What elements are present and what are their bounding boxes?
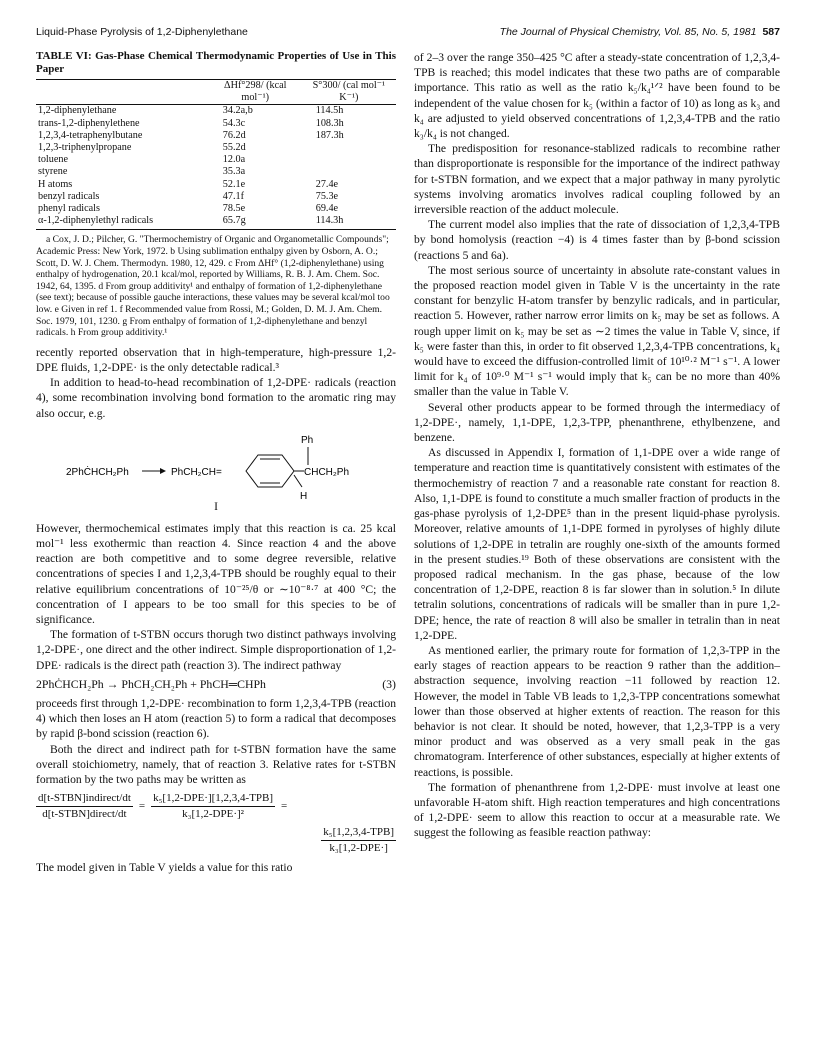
table-cell-entropy <box>302 154 396 166</box>
paragraph: The most serious source of uncertainty in absolute rate-constant values in the proposed reaction model given in Table V is the uncertainty in the rate constant for benzylic H-atom transfer by benzylic radicals, and in particular, reaction 5. However, rather narrow error limits on k₅ may be set as follows. A rough upper limit on k₅ may be set as ∼2 times the value in Table V, since, if k₅ were faster than this, in order to fit observed 1,2,3,4-TPB concentrations, k₄ would have to exceed the diffusion-controlled limit of 10¹⁰·² M⁻¹ s⁻¹. A lower limit for k₄ of 10⁹·⁰ M⁻¹ s⁻¹ would imply that k₅ can be no more than 40% smaller than the value in Table V. <box>414 263 780 399</box>
table-cell-compound: toluene <box>38 154 68 166</box>
paragraph: Both the direct and indirect path for t-STBN formation have the same overall stoichiometry, namely, that of reaction 3. Relative rates for t-STBN formation by the two paths may be written as <box>36 742 396 787</box>
paragraph: The current model also implies that the rate of dissociation of 1,2,3,4-TPB by bond homolysis (reaction −4) is 4 times faster than by β-bond scission (reactions 5 and 6a). <box>414 218 780 262</box>
table-row <box>36 118 396 130</box>
fraction-denominator: k₃[1,2-DPE·]² <box>182 808 244 821</box>
table-cell-compound: benzyl radicals <box>38 190 100 202</box>
thermo-table <box>36 79 396 230</box>
table-cell-entropy <box>302 142 396 154</box>
paragraph: of 2–3 over the range 350–425 °C after a steady-state concentration of 1,2,3,4-TPB is reached; this model indicates that these two paths are of comparable importance. This ratio as well as the ratio k₅/k₄¹ᐟ² have been found to be independent of the value chosen for k₅ (within a factor of 10) as long as k₃ and k₄ are adjusted to yield observed concentrations of 1,2,3,4-TPB and the ratio k₃/k₄ is not changed. <box>414 51 780 141</box>
table-cell-entropy: 114.3h <box>302 215 396 230</box>
equation-text: 2PhĊHCH₂Ph → PhCH₂CH₂Ph + PhCH═CHPh <box>36 676 266 691</box>
fraction-rhs <box>321 825 396 856</box>
table-row <box>36 203 396 215</box>
fraction-numerator: k₅[1,2-DPE·][1,2,3,4-TPB] <box>151 791 275 807</box>
table-cell-enthalpy: 65.7g <box>209 215 302 230</box>
table-row <box>36 166 396 178</box>
fraction-numerator: d[t-STBN]indirect/dt <box>36 791 133 807</box>
page-number: 587 <box>762 26 780 38</box>
table-caption <box>36 50 396 76</box>
table-footnotes <box>36 234 396 338</box>
table-row <box>36 215 396 230</box>
table-cell-enthalpy: 12.0a <box>222 154 246 166</box>
table-row <box>36 191 396 203</box>
running-header-title: Liquid-Phase Pyrolysis of 1,2-Diphenylethane <box>36 26 248 38</box>
table-header-compound <box>36 80 209 105</box>
fraction-numerator: k₅[1,2,3,4-TPB] <box>321 825 396 841</box>
structure-mid: PhCH₂CH= <box>171 466 222 478</box>
paragraph: The formation of phenanthrene from 1,2-DPE· must involve at least one unfavorable H-atom shift. High reaction temperatures and high concentrations of 1,2-DPE· seem to allow this reaction to occur at a measurable rate. We suggest the following as feasible reaction pathway: <box>414 780 780 840</box>
table-cell-entropy <box>302 166 396 178</box>
structure-diagram <box>36 429 396 511</box>
paragraph: The formation of t-STBN occurs thorugh two distinct pathways involving 1,2-DPE·, one direct and the other indirect. Simple disproportionation of 1,2-DPE· radicals is the direct path (reaction 3). The indirect pathway <box>36 628 396 672</box>
paragraph: The model given in Table V yields a value for this ratio <box>36 861 293 875</box>
running-header-journal <box>500 26 780 38</box>
table-cell-entropy: 75.3e <box>315 190 339 202</box>
table-header-enthalpy: ΔHf°298/ (kcal mol⁻¹) <box>209 80 302 105</box>
structure-rhs: CHCH₂Ph <box>304 466 349 478</box>
left-column <box>36 50 396 875</box>
paragraph: recently reported observation that in high-temperature, high-pressure 1,2-DPE fluids, 1,2-DPE· is the only detectable radical.³ <box>36 345 396 374</box>
journal-citation: The Journal of Physical Chemistry, Vol. 85, No. 5, 1981 <box>499 26 757 38</box>
right-column <box>414 50 780 841</box>
structure-lhs: 2PhĊHCH₂Ph <box>66 466 129 478</box>
table-cell-enthalpy: 52.1e <box>222 178 246 190</box>
fraction-mid <box>151 791 275 822</box>
fraction-lhs <box>36 791 133 822</box>
paragraph: As mentioned earlier, the primary route for formation of 1,2,3-TPP in the early stages of reaction appears to be reaction 9 rather than the addition–abstraction sequence, involving reaction −11 followed by reaction 12. However, the model in Table VB leads to 1,2,3-TPP concentrations somewhat lower than those observed at higher extents of reaction. The reason for this behavior is not clear. It should be noted, however, that 1,2,3-TPP is a very minor product and was observed as a very small peak in the gas chromatogram. Interference of other substances, especially at higher extents of reactions, is possible. <box>414 643 780 779</box>
table-row <box>36 130 396 142</box>
structure-label: I <box>214 499 218 513</box>
table-cell-compound: 1,2-diphenylethane <box>38 105 117 117</box>
table-cell-compound: trans-1,2-diphenylethene <box>38 117 140 129</box>
h-bond <box>294 475 302 487</box>
paragraph: In addition to head-to-head recombination of 1,2-DPE· radicals (reaction 4), some recombination involving bond formation to the aromatic ring may also occur, e.g. <box>36 376 396 420</box>
reaction-arrow-head <box>160 468 166 474</box>
rate-ratio-equation: $\frac{\text{d[t-STBN]indirect/dt}}{\text{d[t-STBN]direct/dt}}$ = $\frac{\text{k₅[1,2-DPE·][1,2,3,4-TPB]}}{\text{k₃[1,2-DPE·]²}}$ = $\frac{\text{k₅[1,2,3,4-TPB]}}{\text{k₃[1,2-DPE·]}}$ <box>36 791 396 856</box>
table-cell-enthalpy: 54.3c <box>222 117 246 129</box>
paragraph: However, thermochemical estimates imply that this reaction is ca. 25 kcal mol⁻¹ less exothermic than reaction 4. Since reaction 4 and the above reaction are both competitive and to some degree reversible, relative concentrations of species I and 1,2,3,4-TPB should be roughly equal to their relative equilibrium concentrations of 10⁻²⁵/θ or ∼10⁻⁸·⁷ at 400 °C; the concentration of I appears to be too small for this species to be of significance. <box>36 521 396 627</box>
table-cell-compound: α-1,2-diphenylethyl radicals <box>36 215 209 230</box>
table-label: TABLE VI: <box>36 50 92 62</box>
table-cell-entropy: 69.4e <box>315 203 339 215</box>
table-cell-entropy: 114.5h <box>315 105 344 117</box>
table-cell-enthalpy: 55.2d <box>222 142 246 154</box>
structure-h: H <box>300 490 308 502</box>
table-cell-enthalpy: 34.2a,b <box>222 105 253 117</box>
fraction-denominator: d[t-STBN]direct/dt <box>42 808 127 821</box>
table-cell-enthalpy: 35.3a <box>222 166 246 178</box>
table-row <box>36 142 396 154</box>
table-title: Gas-Phase Chemical Thermodynamic Properties of Use in This Paper <box>36 50 396 75</box>
paragraph: proceeds first through 1,2-DPE· recombination to form 1,2,3,4-TPB (reaction 4) which then loses an H atom (reaction 5) to form a radical that decomposes by rapid β-bond scission (reaction 6). <box>36 697 396 741</box>
table-row <box>36 154 396 166</box>
table-cell-compound: styrene <box>38 166 68 178</box>
table-header-entropy: S°300/ (cal mol⁻¹ K⁻¹) <box>302 80 396 105</box>
table-row <box>36 179 396 191</box>
table-cell-enthalpy: 76.2d <box>222 129 246 141</box>
fraction-denominator: k₃[1,2-DPE·] <box>329 841 388 854</box>
table-cell-entropy: 27.4e <box>315 178 339 190</box>
paragraph: The predisposition for resonance-stablized radicals to recombine rather than disproportionate is responsible for the importance of the indirect pathway for t-STBN formation, and we expect that a major pathway in many pyrolytic systems involving aromatics involves radical coupling followed by an irreversible reaction of the adduct molecule. <box>414 142 780 217</box>
table-cell-compound: 1,2,3-triphenylpropane <box>38 142 132 154</box>
table-cell-compound: H atoms <box>38 178 73 190</box>
footnotes-text: a Cox, J. D.; Pilcher, G. "Thermochemistry of Organic and Organometallic Compounds"; Academic Press: New York, 1972. b Using sublimation enthalpy given by Osborn, A. O.; Scott, D. W. J. Chem. Thermodyn. 1980, 12, 429. c From ΔHf° (1,2-diphenylethane) using enthalpy of hydrogenation, 20.1 kcal/mol, reported by Williams, R. B. J. Am. Chem. Soc. 1942, 64, 1395. d From group additivity¹ and enthalpy of formation of 1,2-diphenylethane (see text); because of possible gauche interactions, these values may be several kcal/mol too low. e Given in ref 1. f Recommended value from Rossi, M.; Golden, D. M. J. Am. Chem. Soc. 1979, 101, 1230. g From enthalpy of formation of 1,2-diphenylethane and benzyl radicals. h From group additivity.¹ <box>36 234 390 339</box>
ring-hexagon <box>246 455 294 487</box>
equation-number: (3) <box>382 676 396 691</box>
equation-3 <box>36 677 396 692</box>
table-cell-entropy: 108.3h <box>315 117 344 129</box>
table-cell-enthalpy: 47.1f <box>222 190 245 202</box>
table-cell-compound: 1,2,3,4-tetraphenylbutane <box>38 129 143 141</box>
paragraph: As discussed in Appendix I, formation of 1,1-DPE over a wide range of temperature and reaction time is quantitatively consistent with estimates of the thermochemistry of reaction 7 and a reasonable rate constant for reaction 8. Also, 1,1-DPE is found to constitute a much smaller fraction of products in the gas-phase pyrolysis of 1,2-DPE⁵ than in the present liquid-phase pyrolysis. Moreover, relative amounts of 1,1-DPE formed in pyrolyses of highly dilute solutions of 1,2-DPE in tetralin are roughly one-sixth of the amounts formed in the present studies.¹⁹ Both of these observations are consistent with the proposed radical mechanism. In the gas phase, because of the low concentration of 1,2-DPE, reaction 8 is far slower than in solution.⁵ In dilute tetralin solutions, concentrations of radicals will be smaller than in pure 1,2-DPE; hence, the rate of reaction 8 will also be smaller in tetralin than in neat 1,2-DPE. <box>414 446 780 642</box>
table-row <box>36 105 396 118</box>
table-cell-enthalpy: 78.5e <box>222 203 246 215</box>
table-cell-entropy: 187.3h <box>315 129 344 141</box>
table-cell-compound: phenyl radicals <box>38 203 100 215</box>
structure-ph: Ph <box>301 434 314 446</box>
paragraph: Several other products appear to be formed through the intermediacy of 1,2-DPE·, namely, 1,1-DPE, 1,2,3-TPP, phenanthrene, ethylbenzene, and benzene. <box>414 400 780 445</box>
